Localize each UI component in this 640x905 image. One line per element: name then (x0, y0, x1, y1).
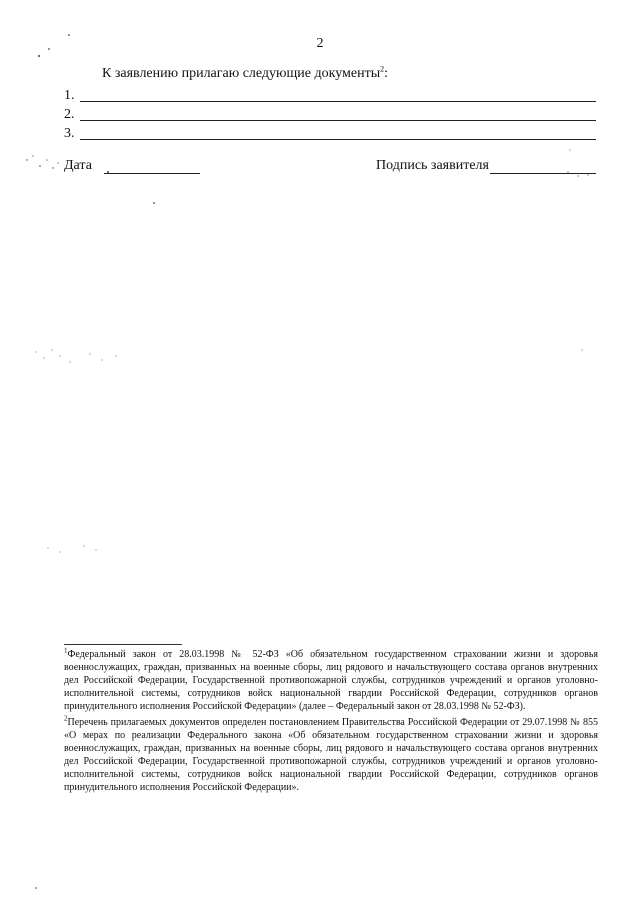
footnote-text: Федеральный закон от 28.03.1998 № 52-ФЗ «Об обязательном государственном страховании жизни и здоровья военнослужащих, граждан, призванных на военные сборы, лиц рядового и начальствующего состава органов внутренних дел Российской Федерации, Государственной противопожарной службы, сотрудников учреждений и органов уголовно-исполнительной системы, сотрудников войск национальной гвардии Российской Федерации, сотрудников органов принудительного исполнения Российской Федерации» (далее – Федеральный закон от 28.03.1998 № 52-ФЗ). (64, 649, 598, 712)
date-blank-line (104, 173, 200, 174)
footnote-2 (64, 716, 598, 794)
date-label: Дата (64, 158, 92, 173)
attachment-number: 1. (64, 88, 75, 103)
signature-blank-line (490, 173, 596, 174)
attachments-intro (102, 66, 388, 82)
footnote-separator (64, 644, 182, 645)
signature-label: Подпись заявителя (376, 158, 489, 173)
attachments-intro-text: К заявлению прилагаю следующие документы (102, 66, 381, 81)
attachment-line-1 (64, 86, 596, 104)
blank-line (80, 101, 596, 102)
footnote-text: Перечень прилагаемых документов определен постановлением Правительства Российской Федерации от 29.07.1998 № 855 «О мерах по реализации Федерального закона «Об обязательном государственном страховании жизни и здоровья военнослужащих, граждан, призванных на военные сборы, лиц рядового и начальствующего состава органов внутренних дел Российской Федерации, Государственной противопожарной службы, сотрудников учреждений и органов уголовно-исполнительной системы, сотрудников войск национальной гвардии Российской Федерации, сотрудников органов принудительного исполнения Российской Федерации». (64, 717, 598, 793)
blank-line (80, 120, 596, 121)
footnote-mark: 2 (64, 714, 68, 723)
attachment-number: 3. (64, 126, 75, 141)
blank-line (80, 139, 596, 140)
footnote-ref-2: 2 (380, 64, 385, 74)
page-number: 2 (316, 36, 324, 51)
signature-field (376, 158, 596, 176)
attachments-intro-colon: : (384, 66, 389, 81)
footnotes (64, 648, 598, 794)
attachment-line-3 (64, 124, 596, 142)
date-field (64, 158, 204, 176)
footnote-mark: 1 (64, 646, 68, 655)
attachment-number: 2. (64, 107, 75, 122)
attachment-line-2 (64, 105, 596, 123)
footnote-1 (64, 648, 598, 713)
